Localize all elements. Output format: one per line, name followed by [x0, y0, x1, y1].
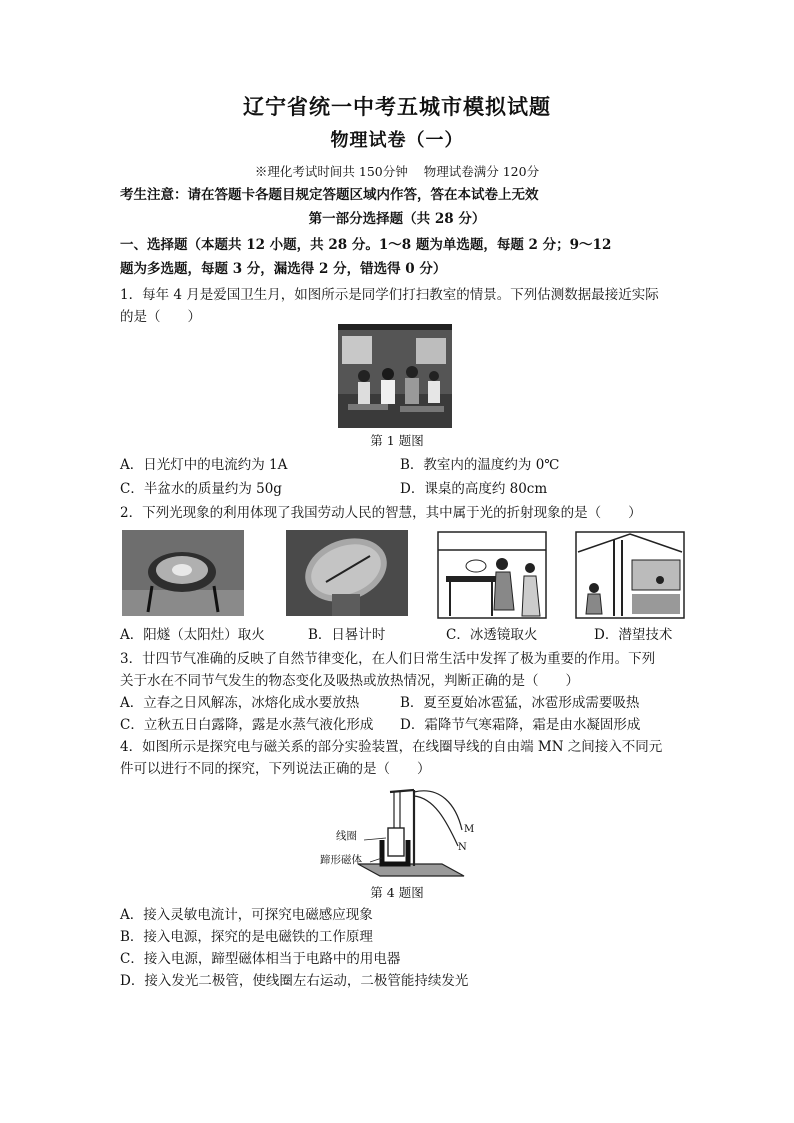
q4-option-d: D．接入发光二极管，使线圈左右运动，二极管能持续发光: [120, 973, 469, 989]
exam-note: [0, 163, 794, 181]
q1-figure-caption: 第 1 题图: [370, 433, 424, 448]
q4-label-coil: 线圈: [336, 830, 357, 842]
q1-option-a: A．日光灯中的电流约为 1A: [120, 457, 288, 473]
q3-option-a: A．立春之日风解冻，冰熔化成水要放热: [120, 695, 360, 711]
q1-option-b: B．教室内的温度约为 0℃: [400, 457, 560, 473]
time-note: ※理化考试时间共 150分钟: [254, 164, 408, 179]
q4-option-c: C．接入电源，蹄型磁体相当于电路中的用电器: [120, 951, 401, 967]
q4-option-b: B．接入电源，探究的是电磁铁的工作原理: [120, 929, 373, 945]
q2-stem-1: 2．下列光现象的利用体现了我国劳动人民的智慧，其中属于光的折射现象的是（ ）: [120, 505, 642, 521]
q4-label-m: M: [464, 824, 475, 835]
q4-stem-2: 件可以进行不同的探究，下列说法正确的是（ ）: [120, 761, 431, 777]
q2-option-b: B．日晷计时: [308, 627, 386, 643]
q1-classroom-photo: [338, 324, 452, 428]
exam-subtitle: 物理试卷（一）: [330, 130, 464, 151]
section-instruction-1: 一、选择题（本题共 12 小题，共 28 分。1～8 题为单选题，每题 2 分；9～12: [120, 237, 612, 253]
q4-apparatus-figure: [320, 780, 480, 880]
q3-option-d: D．霜降节气寒霜降，霜是由水凝固形成: [400, 717, 641, 733]
q3-stem-1: 3．廿四节气准确的反映了自然节律变化，在人们日常生活中发挥了极为重要的作用。下列: [120, 651, 656, 667]
q3-option-c: C．立秋五日白露降，露是水蒸气液化形成: [120, 717, 374, 733]
q2-option-c: C．冰透镜取火: [446, 627, 538, 643]
score-note: 物理试卷满分 120分: [423, 164, 540, 179]
q3-stem-2: 关于水在不同节气发生的物态变化及吸热或放热情况，判断正确的是（ ）: [120, 673, 579, 689]
q2-image-sundial: [286, 530, 408, 616]
q4-stem-1: 4．如图所示是探究电与磁关系的部分实验装置，在线圈导线的自由端 MN 之间接入不同元: [120, 739, 663, 755]
q2-option-a: A．阳燧（太阳灶）取火: [120, 627, 265, 643]
q3-option-b: B．夏至夏始冰雹猛，冰雹形成需要吸热: [400, 695, 640, 711]
q2-image-periscope: [574, 530, 686, 620]
q4-option-a: A．接入灵敏电流计，可探究电磁感应现象: [120, 907, 373, 923]
q1-option-c: C．半盆水的质量约为 50g: [120, 481, 282, 497]
exam-title: 辽宁省统一中考五城市模拟试题: [243, 94, 551, 119]
q4-label-magnet: 蹄形磁体: [320, 854, 362, 866]
q2-image-ice-lens: [436, 530, 548, 620]
q1-option-d: D．课桌的高度约 80cm: [400, 481, 548, 497]
section-instruction-2: 题为多选题，每题 3 分，漏选得 2 分，错选得 0 分）: [120, 261, 447, 277]
q1-stem-1: 1．每年 4 月是爱国卫生月，如图所示是同学们打扫教室的情景。下列估测数据最接近实际: [120, 287, 659, 303]
q1-stem-2: 的是（ ）: [120, 309, 201, 325]
q2-option-d: D．潜望技术: [594, 627, 673, 643]
q4-figure-caption: 第 4 题图: [370, 885, 424, 900]
q2-image-solar-cooker: [122, 530, 244, 616]
part1-heading: 第一部分选择题（共 28 分）: [308, 211, 486, 227]
attention-note: 考生注意：请在答题卡各题目规定答题区域内作答，答在本试卷上无效: [120, 187, 539, 203]
q4-label-n: N: [458, 842, 467, 853]
